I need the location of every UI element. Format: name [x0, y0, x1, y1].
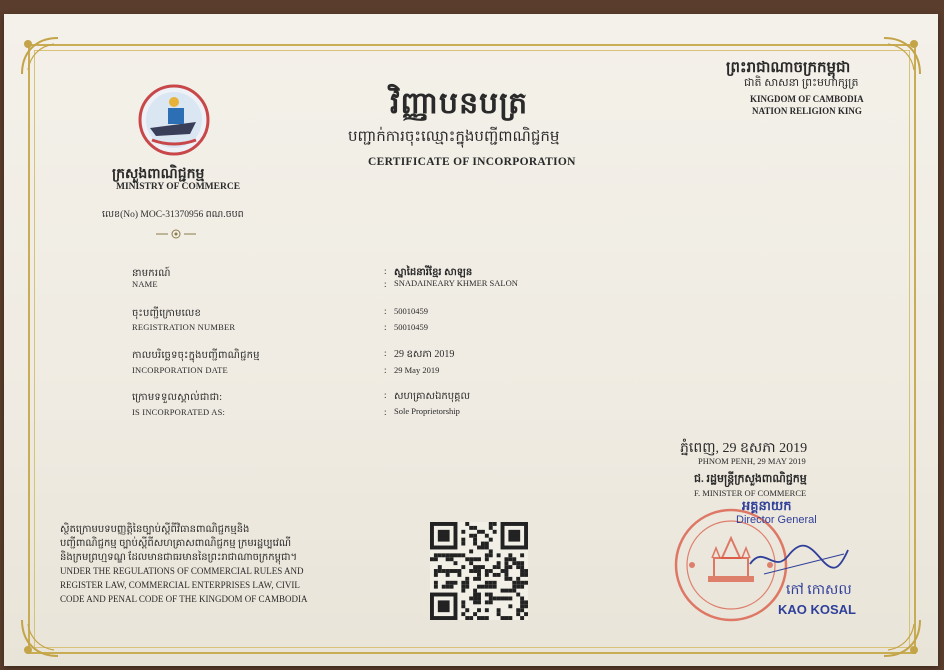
- ornament-divider: [154, 228, 198, 240]
- legal-text-kh-line3: និងក្រមព្រហ្មទណ្ឌ ដែលមានជាធរមាននៃព្រះរាជាណាចក្រកម្ពុជា។: [60, 552, 298, 563]
- field-label-kh: នាមករណ៍: [132, 268, 171, 279]
- legal-text-kh-line1: ស្ថិតក្រោមបទបញ្ញត្តិនៃច្បាប់ស្តីពីវិធានពាណិជ្ជកម្មនិង: [60, 524, 250, 535]
- field-value-kh: ស្នាដៃនារីខ្មែរ សាឡន: [394, 267, 473, 278]
- legal-text-en-line3: CODE AND PENAL CODE OF THE KINGDOM OF CAMBODIA: [60, 594, 308, 604]
- qr-code: [430, 522, 528, 620]
- ministry-name-en: MINISTRY OF COMMERCE: [116, 182, 241, 192]
- nation-religion-king-en: NATION RELIGION KING: [752, 106, 862, 116]
- field-value-en: 50010459: [394, 322, 428, 332]
- place-date-en: PHNOM PENH, 29 MAY 2019: [698, 456, 806, 466]
- colon: :: [384, 390, 387, 400]
- field-label-kh: ក្រោមទទួលស្គាល់ជាជា:: [132, 392, 223, 403]
- nation-religion-king-kh: ជាតិ សាសនា ព្រះមហាក្សត្រ: [744, 77, 859, 89]
- corner-ornament-bottom-left: [18, 614, 64, 660]
- place-date-kh: ភ្នំពេញ, 29 ឧសភា 2019: [680, 441, 808, 456]
- field-value-en: SNADAINEARY KHMER SALON: [394, 278, 518, 288]
- field-value-kh: 29 ឧសភា 2019: [394, 349, 455, 360]
- field-value-kh: សហគ្រាសឯកបុគ្គល: [394, 391, 470, 402]
- certificate-sheet: [4, 14, 938, 666]
- signer-name-en: KAO KOSAL: [778, 602, 856, 617]
- minister-title-en: F. MINISTER OF COMMERCE: [694, 488, 807, 498]
- colon: :: [384, 279, 387, 289]
- certificate-title-en: CERTIFICATE OF INCORPORATION: [368, 156, 576, 168]
- field-label-kh: ចុះបញ្ជីក្រោមលេខ: [132, 308, 202, 319]
- field-label-en: IS INCORPORATED AS:: [132, 407, 226, 417]
- director-general-kh: អគ្គនាយក: [742, 498, 792, 513]
- ministry-name-kh: ក្រសួងពាណិជ្ជកម្ម: [112, 167, 205, 182]
- colon: :: [384, 348, 387, 358]
- legal-text-kh-line2: បញ្ជីពាណិជ្ជកម្ម ច្បាប់ស្តីពីសហគ្រាសពាណិជ្ជកម្ម ក្រមរដ្ឋប្បវេណី: [60, 538, 292, 549]
- colon: :: [384, 266, 387, 276]
- field-label-en: REGISTRATION NUMBER: [132, 322, 236, 332]
- field-value-en: Sole Proprietorship: [394, 406, 460, 416]
- colon: :: [384, 407, 387, 417]
- certificate-title-kh: វិញ្ញាបនបត្រ: [390, 87, 529, 120]
- corner-ornament-top-left: [18, 34, 64, 80]
- legal-text-en-line1: UNDER THE REGULATIONS OF COMMERCIAL RULES AND: [60, 566, 304, 576]
- ministry-logo: [138, 84, 210, 156]
- field-label-kh: កាលបរិច្ឆេទចុះក្នុងបញ្ជីពាណិជ្ជកម្ម: [132, 350, 260, 361]
- legal-text-en-line2: REGISTER LAW, COMMERCIAL ENTERPRISES LAW, CIVIL: [60, 580, 300, 590]
- certificate-subtitle-kh: បញ្ជាក់ការចុះឈ្មោះក្នុងបញ្ជីពាណិជ្ជកម្ម: [348, 129, 560, 145]
- corner-ornament-top-right: [878, 34, 924, 80]
- colon: :: [384, 365, 387, 375]
- signer-name-kh: កៅ កោសល: [786, 583, 852, 598]
- field-value-kh: 50010459: [394, 306, 428, 316]
- field-value-en: 29 May 2019: [394, 365, 440, 375]
- kingdom-en: KINGDOM OF CAMBODIA: [750, 94, 864, 104]
- kingdom-kh: ព្រះរាជាណាចក្រកម្ពុជា: [726, 60, 851, 76]
- field-label-en: INCORPORATION DATE: [132, 365, 228, 375]
- director-general-en: Director General: [736, 514, 817, 526]
- handwritten-signature: [744, 534, 854, 582]
- reference-number: លេខ(No) MOC-31370956 ពណ.ចបព: [102, 210, 244, 220]
- colon: :: [384, 322, 387, 332]
- field-label-en: NAME: [132, 279, 158, 289]
- colon: :: [384, 306, 387, 316]
- minister-title-kh: ជ. រដ្ឋមន្ត្រីក្រសួងពាណិជ្ជកម្ម: [694, 473, 807, 485]
- corner-ornament-bottom-right: [878, 614, 924, 660]
